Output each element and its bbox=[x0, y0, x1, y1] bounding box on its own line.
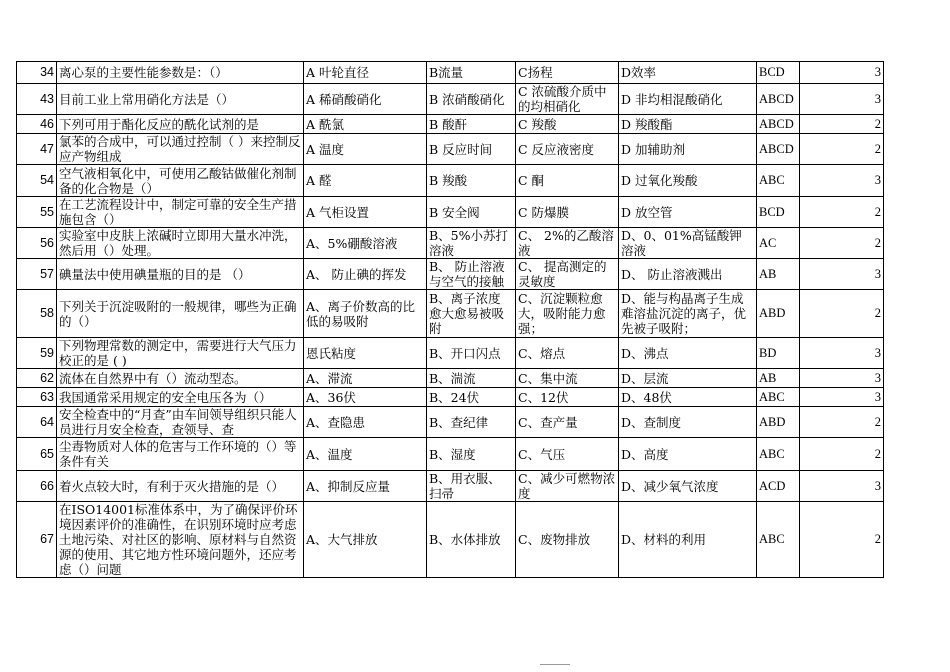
option-d: D、48伏 bbox=[619, 388, 757, 407]
option-c: C、熔点 bbox=[516, 338, 619, 369]
option-b: B、水体排放 bbox=[427, 502, 516, 578]
answer-key: ABC bbox=[757, 388, 800, 407]
table-row bbox=[17, 407, 884, 438]
question-number: 65 bbox=[17, 438, 57, 471]
points: 2 bbox=[800, 438, 884, 471]
points: 3 bbox=[800, 388, 884, 407]
option-c: C 酮 bbox=[516, 165, 619, 197]
option-d: D 非均相混酸硝化 bbox=[619, 84, 757, 115]
option-a: A 叶轮直径 bbox=[304, 62, 427, 84]
question-number: 67 bbox=[17, 502, 57, 578]
question-text: 空气液相氧化中，可使用乙酸钴做催化剂制备的化合物是（） bbox=[57, 165, 304, 197]
option-c: C、查产量 bbox=[516, 407, 619, 438]
option-d: D、高度 bbox=[619, 438, 757, 471]
option-c: C、废物排放 bbox=[516, 502, 619, 578]
option-c: C 羧酸 bbox=[516, 115, 619, 134]
question-number: 46 bbox=[17, 115, 57, 134]
option-a: 恩氏粘度 bbox=[304, 338, 427, 369]
option-d: D 羧酸酯 bbox=[619, 115, 757, 134]
answer-key: ACD bbox=[757, 471, 800, 502]
option-b: B、湍流 bbox=[427, 369, 516, 388]
question-number: 43 bbox=[17, 84, 57, 115]
points: 3 bbox=[800, 369, 884, 388]
points: 3 bbox=[800, 165, 884, 197]
answer-key: ABCD bbox=[757, 134, 800, 165]
option-d: D、层流 bbox=[619, 369, 757, 388]
answer-key: ABC bbox=[757, 165, 800, 197]
option-c: C 防爆膜 bbox=[516, 197, 619, 228]
option-d: D效率 bbox=[619, 62, 757, 84]
question-text: 在工艺流程设计中，制定可靠的安全生产措施包含（） bbox=[57, 197, 304, 228]
option-c: C、减少可燃物浓度 bbox=[516, 471, 619, 502]
option-d: D、沸点 bbox=[619, 338, 757, 369]
question-number: 64 bbox=[17, 407, 57, 438]
answer-key: BCD bbox=[757, 62, 800, 84]
option-a: A、查隐患 bbox=[304, 407, 427, 438]
table-row bbox=[17, 438, 884, 471]
option-c: C、 提高测定的灵敏度 bbox=[516, 259, 619, 290]
option-b: B、开口闪点 bbox=[427, 338, 516, 369]
option-d: D、0、01%高锰酸钾溶液 bbox=[619, 228, 757, 259]
points: 2 bbox=[800, 115, 884, 134]
answer-key: ABCD bbox=[757, 84, 800, 115]
question-number: 34 bbox=[17, 62, 57, 84]
points: 2 bbox=[800, 407, 884, 438]
option-a: A、抑制反应量 bbox=[304, 471, 427, 502]
question-text: 下列物理常数的测定中，需要进行大气压力校正的是 ( ) bbox=[57, 338, 304, 369]
option-c: C、 2%的乙酸溶液 bbox=[516, 228, 619, 259]
option-a: A、大气排放 bbox=[304, 502, 427, 578]
footer-mark bbox=[540, 664, 570, 665]
option-a: A、 防止碘的挥发 bbox=[304, 259, 427, 290]
option-b: B、 防止溶液与空气的接触 bbox=[427, 259, 516, 290]
question-text: 下列关于沉淀吸附的一般规律，哪些为正确的（） bbox=[57, 290, 304, 338]
option-c: C 反应液密度 bbox=[516, 134, 619, 165]
question-rows bbox=[17, 62, 884, 578]
question-text: 流体在自然界中有（）流动型态。 bbox=[57, 369, 304, 388]
option-b: B 酸酐 bbox=[427, 115, 516, 134]
option-c: C、集中流 bbox=[516, 369, 619, 388]
table-row bbox=[17, 62, 884, 84]
question-text: 着火点较大时，有利于灭火措施的是（） bbox=[57, 471, 304, 502]
answer-key: AC bbox=[757, 228, 800, 259]
answer-key: AB bbox=[757, 259, 800, 290]
question-number: 58 bbox=[17, 290, 57, 338]
points: 2 bbox=[800, 228, 884, 259]
option-b: B、查纪律 bbox=[427, 407, 516, 438]
table-row bbox=[17, 259, 884, 290]
option-d: D 加辅助剂 bbox=[619, 134, 757, 165]
question-number: 66 bbox=[17, 471, 57, 502]
question-number: 62 bbox=[17, 369, 57, 388]
answer-key: ABD bbox=[757, 290, 800, 338]
question-table bbox=[16, 61, 884, 578]
option-a: A、离子价数高的比低的易吸附 bbox=[304, 290, 427, 338]
option-a: A 气柜设置 bbox=[304, 197, 427, 228]
question-text: 氯苯的合成中，可以通过控制（ ）来控制反应产物组成 bbox=[57, 134, 304, 165]
points: 2 bbox=[800, 197, 884, 228]
option-a: A 稀硝酸硝化 bbox=[304, 84, 427, 115]
answer-key: BD bbox=[757, 338, 800, 369]
question-text: 在ISO14001标准体系中，为了确保评价环境因素评价的准确性，在识别环境时应考虑土地污染、对社区的影响、原材料与自然资源的使用、其它地方性环境问题外，还应考虑（）问题 bbox=[57, 502, 304, 578]
table-row bbox=[17, 165, 884, 197]
option-b: B、5%小苏打溶液 bbox=[427, 228, 516, 259]
option-d: D、能与构晶离子生成难溶盐沉淀的离子，优先被子吸附； bbox=[619, 290, 757, 338]
option-b: B 安全阀 bbox=[427, 197, 516, 228]
option-a: A 醛 bbox=[304, 165, 427, 197]
question-text: 目前工业上常用硝化方法是（） bbox=[57, 84, 304, 115]
option-b: B、用衣服、扫帚 bbox=[427, 471, 516, 502]
question-number: 59 bbox=[17, 338, 57, 369]
option-a: A、滞流 bbox=[304, 369, 427, 388]
question-text: 我国通常采用规定的安全电压各为（） bbox=[57, 388, 304, 407]
option-b: B、湿度 bbox=[427, 438, 516, 471]
option-c: C、气压 bbox=[516, 438, 619, 471]
option-b: B 浓硝酸硝化 bbox=[427, 84, 516, 115]
table-row bbox=[17, 338, 884, 369]
option-a: A 酰氯 bbox=[304, 115, 427, 134]
question-text: 尘毒物质对人体的危害与工作环境的（）等条件有关 bbox=[57, 438, 304, 471]
table-row bbox=[17, 502, 884, 578]
option-b: B流量 bbox=[427, 62, 516, 84]
table-row bbox=[17, 471, 884, 502]
option-d: D 过氧化羧酸 bbox=[619, 165, 757, 197]
option-d: D、材料的利用 bbox=[619, 502, 757, 578]
points: 2 bbox=[800, 290, 884, 338]
option-b: B 羧酸 bbox=[427, 165, 516, 197]
table-row bbox=[17, 134, 884, 165]
answer-key: ABC bbox=[757, 502, 800, 578]
points: 3 bbox=[800, 471, 884, 502]
table-row bbox=[17, 115, 884, 134]
table-row bbox=[17, 369, 884, 388]
option-d: D 放空管 bbox=[619, 197, 757, 228]
question-text: 下列可用于酯化反应的酰化试剂的是 bbox=[57, 115, 304, 134]
option-c: C、沉淀颗粒愈大，吸附能力愈强； bbox=[516, 290, 619, 338]
option-a: A、36伏 bbox=[304, 388, 427, 407]
question-number: 54 bbox=[17, 165, 57, 197]
question-number: 57 bbox=[17, 259, 57, 290]
points: 3 bbox=[800, 84, 884, 115]
points: 2 bbox=[800, 502, 884, 578]
answer-key: ABCD bbox=[757, 115, 800, 134]
question-number: 63 bbox=[17, 388, 57, 407]
answer-key: ABD bbox=[757, 407, 800, 438]
question-number: 56 bbox=[17, 228, 57, 259]
option-b: B、24伏 bbox=[427, 388, 516, 407]
table-row bbox=[17, 197, 884, 228]
option-c: C、12伏 bbox=[516, 388, 619, 407]
table-row bbox=[17, 228, 884, 259]
option-d: D、查制度 bbox=[619, 407, 757, 438]
option-b: B、离子浓度愈大愈易被吸附 bbox=[427, 290, 516, 338]
answer-key: ABC bbox=[757, 438, 800, 471]
question-text: 安全检查中的“月查”由车间领导组织只能人员进行月安全检查，查领导、查 bbox=[57, 407, 304, 438]
option-c: C 浓硫酸介质中的均相硝化 bbox=[516, 84, 619, 115]
question-text: 离心泵的主要性能参数是：（） bbox=[57, 62, 304, 84]
option-b: B 反应时间 bbox=[427, 134, 516, 165]
option-a: A 温度 bbox=[304, 134, 427, 165]
answer-key: AB bbox=[757, 369, 800, 388]
points: 3 bbox=[800, 259, 884, 290]
question-text: 碘量法中使用碘量瓶的目的是 （） bbox=[57, 259, 304, 290]
points: 2 bbox=[800, 134, 884, 165]
table-row bbox=[17, 84, 884, 115]
question-number: 47 bbox=[17, 134, 57, 165]
question-text: 实验室中皮肤上浓碱时立即用大量水冲洗，然后用（）处理。 bbox=[57, 228, 304, 259]
option-a: A、温度 bbox=[304, 438, 427, 471]
option-d: D、 防止溶液溅出 bbox=[619, 259, 757, 290]
option-c: C扬程 bbox=[516, 62, 619, 84]
option-d: D、减少氧气浓度 bbox=[619, 471, 757, 502]
points: 3 bbox=[800, 62, 884, 84]
question-number: 55 bbox=[17, 197, 57, 228]
table-row bbox=[17, 290, 884, 338]
answer-key: BCD bbox=[757, 197, 800, 228]
table-row bbox=[17, 388, 884, 407]
points: 3 bbox=[800, 338, 884, 369]
option-a: A、5%硼酸溶液 bbox=[304, 228, 427, 259]
